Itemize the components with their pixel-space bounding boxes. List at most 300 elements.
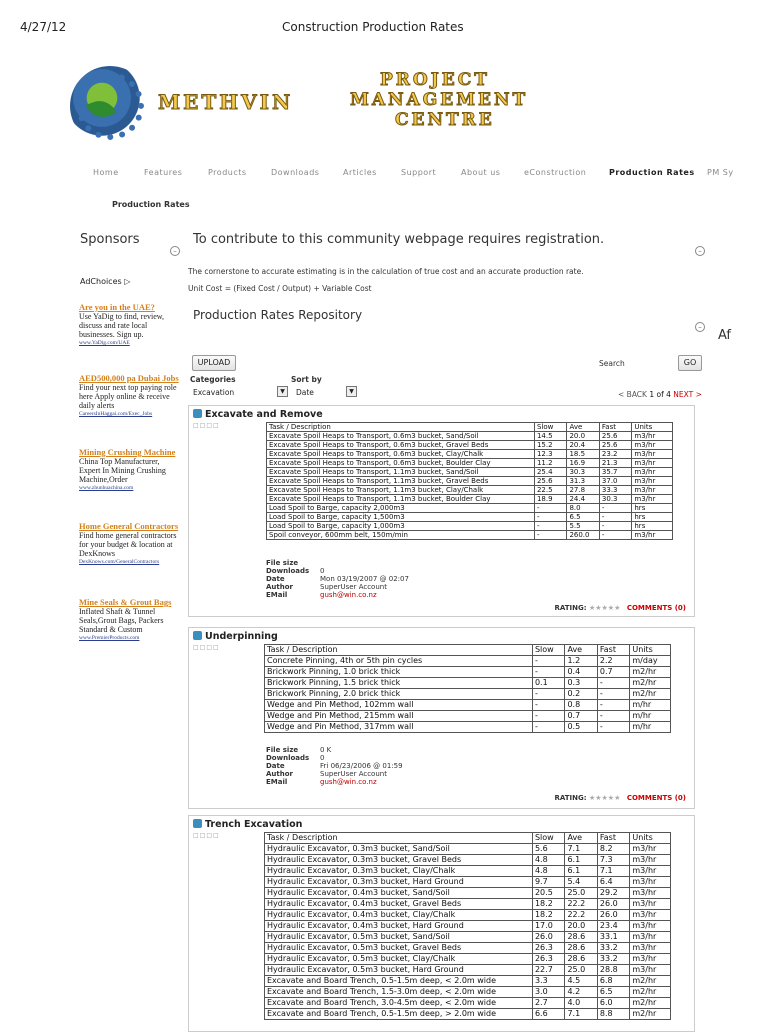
rates-table bbox=[264, 644, 671, 733]
column-header: Ave bbox=[565, 645, 597, 656]
file-meta: File size 0 K Downloads 0 Date Fri 06/23/2006 @ 01:59 Author SuperUser Account EMail gush@win.co.nz bbox=[266, 746, 403, 786]
document-icon bbox=[193, 409, 202, 418]
ad-url[interactable]: www.YaDig.com/UAE bbox=[79, 340, 130, 346]
table-cell: Hydraulic Excavator, 0.3m3 bucket, Clay/Chalk bbox=[265, 866, 533, 877]
table-cell: 0.4 bbox=[565, 667, 597, 678]
clipped-side-title: Af bbox=[718, 328, 732, 343]
rating-bar: RATING: ★★★★★ COMMENTS (0) bbox=[554, 794, 686, 802]
ad-body: Find home general contractors for your budget & location at DexKnows bbox=[79, 531, 177, 558]
table-cell: 37.0 bbox=[599, 477, 631, 486]
table-cell: 23.2 bbox=[599, 450, 631, 459]
table-cell: - bbox=[534, 513, 566, 522]
table-cell: 26.3 bbox=[532, 954, 564, 965]
table-cell: - bbox=[597, 700, 629, 711]
table-cell: 28.6 bbox=[565, 943, 597, 954]
registration-headline: To contribute to this community webpage requires registration. bbox=[193, 232, 605, 247]
table-cell: 25.6 bbox=[599, 432, 631, 441]
ad-body: Use YaDig to find, review, discuss and rate local businesses. Sign up. bbox=[79, 312, 165, 339]
nav-item-features[interactable]: Features bbox=[144, 168, 183, 177]
table-cell: Excavate Spoil Heaps to Transport, 1.1m3 bucket, Clay/Chalk bbox=[267, 486, 535, 495]
table-cell: 33.2 bbox=[597, 954, 629, 965]
table-cell: 17.0 bbox=[532, 921, 564, 932]
table-cell: - bbox=[532, 689, 564, 700]
table-cell: 33.3 bbox=[599, 486, 631, 495]
table-cell: 8.0 bbox=[567, 504, 599, 513]
table-cell: 5.6 bbox=[532, 844, 564, 855]
document-icon bbox=[193, 631, 202, 640]
table-cell: 260.0 bbox=[567, 531, 599, 540]
ad-item[interactable] bbox=[79, 448, 179, 493]
table-row bbox=[265, 910, 671, 921]
table-cell: 6.8 bbox=[597, 976, 629, 987]
table-row bbox=[265, 678, 671, 689]
table-cell: 20.4 bbox=[567, 441, 599, 450]
column-header: Task / Description bbox=[265, 645, 533, 656]
table-cell: Hydraulic Excavator, 0.4m3 bucket, Clay/Chalk bbox=[265, 910, 533, 921]
ad-url[interactable]: www.zhunhuachina.com bbox=[79, 485, 134, 491]
table-cell: - bbox=[532, 711, 564, 722]
table-row bbox=[265, 943, 671, 954]
email-link[interactable]: gush@win.co.nz bbox=[320, 591, 377, 599]
table-cell: 0.7 bbox=[565, 711, 597, 722]
nav-item-products[interactable]: Products bbox=[208, 168, 247, 177]
table-cell: Hydraulic Excavator, 0.4m3 bucket, Hard Ground bbox=[265, 921, 533, 932]
table-row bbox=[265, 844, 671, 855]
table-cell: 6.0 bbox=[597, 998, 629, 1009]
categories-dropdown-icon[interactable]: ▼ bbox=[277, 386, 288, 397]
table-cell: m3/hr bbox=[630, 888, 671, 899]
panel-underpinning bbox=[188, 627, 695, 809]
ad-title[interactable]: Are you in the UAE? bbox=[79, 302, 155, 312]
intro-text: The cornerstone to accurate estimating is in the calculation of true cost and an accurate production rate. bbox=[188, 267, 584, 276]
table-cell: 4.5 bbox=[565, 976, 597, 987]
adchoices-label[interactable]: AdChoices ▷ bbox=[80, 277, 131, 286]
table-cell: 9.7 bbox=[532, 877, 564, 888]
sponsors-collapse-icon[interactable]: – bbox=[170, 246, 180, 256]
document-icon bbox=[193, 819, 202, 828]
rates-table bbox=[264, 832, 671, 1020]
table-row bbox=[265, 888, 671, 899]
table-cell: Excavate Spoil Heaps to Transport, 0.6m3 bucket, Sand/Soil bbox=[267, 432, 535, 441]
logo-management: MANAGEMENT bbox=[350, 90, 529, 110]
repository-collapse-icon[interactable]: – bbox=[695, 322, 705, 332]
column-header: Slow bbox=[534, 423, 566, 432]
column-header: Slow bbox=[532, 645, 564, 656]
table-cell: 30.3 bbox=[567, 468, 599, 477]
table-cell: - bbox=[597, 689, 629, 700]
table-row bbox=[265, 921, 671, 932]
nav-item-about[interactable]: About us bbox=[461, 168, 501, 177]
table-cell: Excavate Spoil Heaps to Transport, 0.6m3 bucket, Clay/Chalk bbox=[267, 450, 535, 459]
table-cell: hrs bbox=[632, 513, 673, 522]
table-cell: - bbox=[534, 522, 566, 531]
table-cell: Hydraulic Excavator, 0.5m3 bucket, Clay/Chalk bbox=[265, 954, 533, 965]
table-cell: 25.0 bbox=[565, 888, 597, 899]
table-row bbox=[267, 432, 673, 441]
table-row bbox=[267, 513, 673, 522]
table-cell: 26.0 bbox=[597, 899, 629, 910]
table-cell: 5.4 bbox=[565, 877, 597, 888]
table-cell: 25.6 bbox=[534, 477, 566, 486]
ad-title[interactable]: AED500,000 pa Dubai Jobs bbox=[79, 373, 179, 383]
column-header: Units bbox=[632, 423, 673, 432]
pager-back[interactable]: < BACK bbox=[618, 390, 647, 399]
table-cell: Excavate Spoil Heaps to Transport, 0.6m3 bucket, Gravel Beds bbox=[267, 441, 535, 450]
column-header: Task / Description bbox=[265, 833, 533, 844]
table-cell: 21.3 bbox=[599, 459, 631, 468]
table-cell: m/hr bbox=[630, 700, 671, 711]
ad-url[interactable]: www.PremierProducts.com bbox=[79, 635, 140, 641]
table-row bbox=[265, 711, 671, 722]
table-row bbox=[267, 504, 673, 513]
table-cell: 7.3 bbox=[597, 855, 629, 866]
table-cell: 8.8 bbox=[597, 1009, 629, 1020]
table-row bbox=[265, 976, 671, 987]
table-cell: 6.5 bbox=[567, 513, 599, 522]
table-cell: m3/hr bbox=[630, 921, 671, 932]
table-cell: 23.4 bbox=[597, 921, 629, 932]
table-cell: Wedge and Pin Method, 317mm wall bbox=[265, 722, 533, 733]
table-cell: Concrete Pinning, 4th or 5th pin cycles bbox=[265, 656, 533, 667]
table-cell: 1.2 bbox=[565, 656, 597, 667]
table-cell: 18.2 bbox=[532, 910, 564, 921]
table-row bbox=[265, 954, 671, 965]
column-header: Task / Description bbox=[267, 423, 535, 432]
ad-title[interactable]: Home General Contractors bbox=[79, 521, 179, 531]
table-cell: Excavate Spoil Heaps to Transport, 0.6m3 bucket, Boulder Clay bbox=[267, 459, 535, 468]
nav-item-home[interactable]: Home bbox=[93, 168, 119, 177]
table-cell: Hydraulic Excavator, 0.5m3 bucket, Hard Ground bbox=[265, 965, 533, 976]
go-button[interactable]: GO bbox=[678, 355, 702, 371]
table-cell: - bbox=[534, 531, 566, 540]
ad-item[interactable] bbox=[79, 598, 179, 643]
table-cell: Load Spoil to Barge, capacity 1,000m3 bbox=[267, 522, 535, 531]
table-cell: m3/hr bbox=[632, 432, 673, 441]
table-cell: - bbox=[597, 678, 629, 689]
nav-item-support[interactable]: Support bbox=[401, 168, 437, 177]
table-cell: 26.0 bbox=[597, 910, 629, 921]
table-cell: 18.9 bbox=[534, 495, 566, 504]
table-cell: 2.2 bbox=[597, 656, 629, 667]
table-cell: 28.6 bbox=[565, 954, 597, 965]
table-cell: m3/hr bbox=[630, 899, 671, 910]
table-cell: 26.3 bbox=[532, 943, 564, 954]
table-header-row bbox=[267, 423, 673, 432]
table-row bbox=[267, 495, 673, 504]
table-cell: - bbox=[599, 504, 631, 513]
categories-select-value[interactable]: Excavation bbox=[193, 388, 235, 397]
table-row bbox=[265, 656, 671, 667]
table-cell: 3.0 bbox=[532, 987, 564, 998]
sortby-dropdown-icon[interactable]: ▼ bbox=[346, 386, 357, 397]
column-header: Fast bbox=[597, 645, 629, 656]
ad-body: Inflated Shaft & Tunnel Seals,Grout Bags, Packers Standard & Custom bbox=[79, 607, 164, 634]
table-row bbox=[265, 965, 671, 976]
table-cell: 6.6 bbox=[532, 1009, 564, 1020]
table-cell: Excavate Spoil Heaps to Transport, 1.1m3 bucket, Sand/Soil bbox=[267, 468, 535, 477]
table-cell: Excavate Spoil Heaps to Transport, 1.1m3 bucket, Boulder Clay bbox=[267, 495, 535, 504]
table-cell: Spoil conveyor, 600mm belt, 150m/min bbox=[267, 531, 535, 540]
panel-trench-excavation bbox=[188, 815, 695, 1032]
table-cell: - bbox=[532, 656, 564, 667]
table-cell: m2/hr bbox=[630, 678, 671, 689]
table-cell: 33.2 bbox=[597, 943, 629, 954]
table-cell: m3/hr bbox=[630, 855, 671, 866]
rating-boxes-icon: □□□□ bbox=[193, 644, 220, 651]
table-cell: 15.2 bbox=[534, 441, 566, 450]
ad-body: China Top Manufacturer, Expert In Mining Crushing Machine,Order bbox=[79, 457, 166, 484]
table-cell: 18.5 bbox=[567, 450, 599, 459]
headline-collapse-icon[interactable]: – bbox=[695, 246, 705, 256]
comments-link[interactable]: COMMENTS (0) bbox=[626, 604, 686, 612]
table-cell: Brickwork Pinning, 1.0 brick thick bbox=[265, 667, 533, 678]
table-cell: 27.8 bbox=[567, 486, 599, 495]
table-cell: Hydraulic Excavator, 0.3m3 bucket, Hard Ground bbox=[265, 877, 533, 888]
column-header: Units bbox=[630, 645, 671, 656]
ad-url[interactable]: CareersInHaggai.com/Exec_Jobs bbox=[79, 411, 153, 417]
ad-title[interactable]: Mine Seals & Grout Bags bbox=[79, 597, 172, 607]
ad-title[interactable]: Mining Crushing Machine bbox=[79, 447, 176, 457]
table-cell: m/hr bbox=[630, 711, 671, 722]
table-cell: 4.8 bbox=[532, 855, 564, 866]
table-cell: 0.5 bbox=[565, 722, 597, 733]
table-cell: 18.2 bbox=[532, 899, 564, 910]
site-logo[interactable] bbox=[70, 60, 550, 148]
table-cell: hrs bbox=[632, 504, 673, 513]
table-row bbox=[265, 700, 671, 711]
table-cell: 22.5 bbox=[534, 486, 566, 495]
table-row bbox=[267, 459, 673, 468]
categories-label: Categories bbox=[190, 375, 236, 384]
print-date: 4/27/12 bbox=[20, 20, 67, 34]
table-cell: m3/hr bbox=[632, 531, 673, 540]
column-header: Ave bbox=[567, 423, 599, 432]
table-row bbox=[265, 667, 671, 678]
table-cell: m3/hr bbox=[632, 495, 673, 504]
table-cell: 6.1 bbox=[565, 855, 597, 866]
panel-title[interactable]: Excavate and Remove bbox=[193, 409, 323, 420]
table-cell: - bbox=[597, 711, 629, 722]
panel-title[interactable]: Underpinning bbox=[193, 631, 278, 642]
table-header-row bbox=[265, 833, 671, 844]
table-row bbox=[265, 689, 671, 700]
table-cell: m2/hr bbox=[630, 667, 671, 678]
table-cell: - bbox=[599, 531, 631, 540]
ad-body: Find your next top paying role here Apply online & receive daily alerts bbox=[79, 383, 177, 410]
nav-item-articles[interactable]: Articles bbox=[343, 168, 377, 177]
file-meta: File size Downloads 0 Date Mon 03/19/2007 @ 02:07 Author SuperUser Account EMail gush@win.co.nz bbox=[266, 559, 409, 599]
column-header: Fast bbox=[597, 833, 629, 844]
table-cell: m3/hr bbox=[632, 459, 673, 468]
table-cell: 30.3 bbox=[599, 495, 631, 504]
table-cell: - bbox=[532, 667, 564, 678]
table-cell: 0.7 bbox=[597, 667, 629, 678]
table-cell: 4.0 bbox=[565, 998, 597, 1009]
table-cell: Hydraulic Excavator, 0.4m3 bucket, Gravel Beds bbox=[265, 899, 533, 910]
table-row bbox=[265, 877, 671, 888]
column-header: Units bbox=[630, 833, 671, 844]
table-cell: 16.9 bbox=[567, 459, 599, 468]
pager-next[interactable]: NEXT > bbox=[673, 390, 702, 399]
rating-stars-icon[interactable]: ★★★★★ bbox=[588, 794, 621, 802]
table-cell: 22.2 bbox=[565, 899, 597, 910]
table-row bbox=[265, 998, 671, 1009]
comments-link[interactable]: COMMENTS (0) bbox=[626, 794, 686, 802]
table-cell: 28.6 bbox=[565, 932, 597, 943]
panel-excavate-remove bbox=[188, 405, 695, 617]
table-row bbox=[267, 522, 673, 531]
table-cell: 4.8 bbox=[532, 866, 564, 877]
sponsors-title: Sponsors bbox=[80, 232, 140, 247]
table-cell: 6.4 bbox=[597, 877, 629, 888]
table-row bbox=[265, 987, 671, 998]
rating-boxes-icon: □□□□ bbox=[193, 422, 220, 429]
table-cell: 26.0 bbox=[532, 932, 564, 943]
table-cell: m/hr bbox=[630, 722, 671, 733]
table-cell: m/day bbox=[630, 656, 671, 667]
table-cell: Load Spoil to Barge, capacity 1,500m3 bbox=[267, 513, 535, 522]
table-cell: 14.5 bbox=[534, 432, 566, 441]
table-cell: Hydraulic Excavator, 0.4m3 bucket, Sand/Soil bbox=[265, 888, 533, 899]
table-cell: 25.6 bbox=[599, 441, 631, 450]
table-row bbox=[267, 477, 673, 486]
nav-item-pm-sy[interactable]: PM Sy bbox=[707, 168, 734, 177]
table-cell: m3/hr bbox=[632, 477, 673, 486]
rating-boxes-icon: □□□□ bbox=[193, 832, 220, 839]
table-cell: m3/hr bbox=[632, 486, 673, 495]
email-link[interactable]: gush@win.co.nz bbox=[320, 778, 377, 786]
table-cell: Hydraulic Excavator, 0.3m3 bucket, Gravel Beds bbox=[265, 855, 533, 866]
table-cell: 4.2 bbox=[565, 987, 597, 998]
table-cell: - bbox=[599, 513, 631, 522]
table-cell: Load Spoil to Barge, capacity 2,000m3 bbox=[267, 504, 535, 513]
table-row bbox=[265, 722, 671, 733]
table-cell: 35.7 bbox=[599, 468, 631, 477]
rating-stars-icon[interactable]: ★★★★★ bbox=[588, 604, 621, 612]
table-cell: m3/hr bbox=[630, 866, 671, 877]
table-cell: - bbox=[532, 700, 564, 711]
table-cell: m3/hr bbox=[630, 932, 671, 943]
ad-item[interactable] bbox=[79, 522, 179, 567]
table-cell: m3/hr bbox=[630, 954, 671, 965]
table-row bbox=[267, 450, 673, 459]
table-cell: 0.3 bbox=[565, 678, 597, 689]
table-cell: 33.1 bbox=[597, 932, 629, 943]
table-row bbox=[267, 468, 673, 477]
repository-title: Production Rates Repository bbox=[193, 308, 363, 322]
table-cell: 0.1 bbox=[532, 678, 564, 689]
pager bbox=[618, 390, 702, 399]
table-cell: Hydraulic Excavator, 0.3m3 bucket, Sand/Soil bbox=[265, 844, 533, 855]
print-title: Construction Production Rates bbox=[282, 20, 464, 34]
table-cell: - bbox=[532, 722, 564, 733]
table-cell: hrs bbox=[632, 522, 673, 531]
table-cell: Excavate Spoil Heaps to Transport, 1.1m3 bucket, Gravel Beds bbox=[267, 477, 535, 486]
panel-title[interactable]: Trench Excavation bbox=[193, 819, 302, 830]
nav-item-econstruction[interactable]: eConstruction bbox=[524, 168, 587, 177]
table-cell: m2/hr bbox=[630, 987, 671, 998]
upload-button[interactable]: UPLOAD bbox=[192, 355, 236, 371]
table-cell: 20.0 bbox=[567, 432, 599, 441]
table-cell: 12.3 bbox=[534, 450, 566, 459]
sortby-label: Sort by bbox=[291, 375, 322, 384]
table-cell: m3/hr bbox=[630, 943, 671, 954]
table-cell: 25.0 bbox=[565, 965, 597, 976]
table-cell: 22.2 bbox=[565, 910, 597, 921]
table-cell: Excavate and Board Trench, 3.0-4.5m deep, < 2.0m wide bbox=[265, 998, 533, 1009]
table-row bbox=[267, 441, 673, 450]
table-header-row bbox=[265, 645, 671, 656]
table-cell: Brickwork Pinning, 2.0 brick thick bbox=[265, 689, 533, 700]
table-cell: m2/hr bbox=[630, 1009, 671, 1020]
nav-item-production-rates[interactable]: Production Rates bbox=[609, 168, 695, 177]
table-cell: Wedge and Pin Method, 215mm wall bbox=[265, 711, 533, 722]
table-cell: 24.4 bbox=[567, 495, 599, 504]
table-row bbox=[265, 932, 671, 943]
table-cell: 28.8 bbox=[597, 965, 629, 976]
table-cell: 22.7 bbox=[532, 965, 564, 976]
table-cell: 20.5 bbox=[532, 888, 564, 899]
table-row bbox=[265, 1009, 671, 1020]
rates-table bbox=[266, 422, 673, 540]
table-cell: Excavate and Board Trench, 0.5-1.5m deep, > 2.0m wide bbox=[265, 1009, 533, 1020]
logo-methvin: METHVIN bbox=[158, 90, 294, 114]
table-cell: Hydraulic Excavator, 0.5m3 bucket, Sand/Soil bbox=[265, 932, 533, 943]
table-cell: - bbox=[597, 722, 629, 733]
table-cell: m3/hr bbox=[630, 844, 671, 855]
table-cell: m3/hr bbox=[630, 965, 671, 976]
logo-project: PROJECT bbox=[380, 70, 490, 90]
table-cell: - bbox=[599, 522, 631, 531]
table-cell: 7.1 bbox=[565, 844, 597, 855]
table-cell: 11.2 bbox=[534, 459, 566, 468]
table-cell: 3.3 bbox=[532, 976, 564, 987]
table-cell: m3/hr bbox=[630, 910, 671, 921]
ad-item[interactable] bbox=[79, 374, 179, 419]
table-cell: m3/hr bbox=[632, 450, 673, 459]
table-cell: 0.2 bbox=[565, 689, 597, 700]
table-cell: 29.2 bbox=[597, 888, 629, 899]
table-cell: 7.1 bbox=[565, 1009, 597, 1020]
subnav-production-rates[interactable]: Production Rates bbox=[112, 200, 190, 209]
table-cell: Brickwork Pinning, 1.5 brick thick bbox=[265, 678, 533, 689]
sortby-select-value[interactable]: Date bbox=[296, 388, 314, 397]
table-cell: 20.0 bbox=[565, 921, 597, 932]
table-cell: Excavate and Board Trench, 1.5-3.0m deep, < 2.0m wide bbox=[265, 987, 533, 998]
table-cell: 2.7 bbox=[532, 998, 564, 1009]
table-row bbox=[265, 855, 671, 866]
table-cell: m3/hr bbox=[630, 877, 671, 888]
table-cell: m2/hr bbox=[630, 998, 671, 1009]
column-header: Slow bbox=[532, 833, 564, 844]
table-cell: m3/hr bbox=[632, 468, 673, 477]
table-cell: 31.3 bbox=[567, 477, 599, 486]
table-cell: Wedge and Pin Method, 102mm wall bbox=[265, 700, 533, 711]
table-cell: 5.5 bbox=[567, 522, 599, 531]
table-row bbox=[267, 486, 673, 495]
ad-url[interactable]: DexKnows.com/GeneralContractors bbox=[79, 559, 160, 565]
ad-item[interactable] bbox=[79, 303, 179, 348]
table-row bbox=[265, 899, 671, 910]
table-cell: 7.1 bbox=[597, 866, 629, 877]
table-row bbox=[265, 866, 671, 877]
table-cell: m2/hr bbox=[630, 689, 671, 700]
table-cell: Excavate and Board Trench, 0.5-1.5m deep, < 2.0m wide bbox=[265, 976, 533, 987]
table-cell: 6.1 bbox=[565, 866, 597, 877]
nav-item-downloads[interactable]: Downloads bbox=[271, 168, 320, 177]
table-cell: 6.5 bbox=[597, 987, 629, 998]
column-header: Fast bbox=[599, 423, 631, 432]
